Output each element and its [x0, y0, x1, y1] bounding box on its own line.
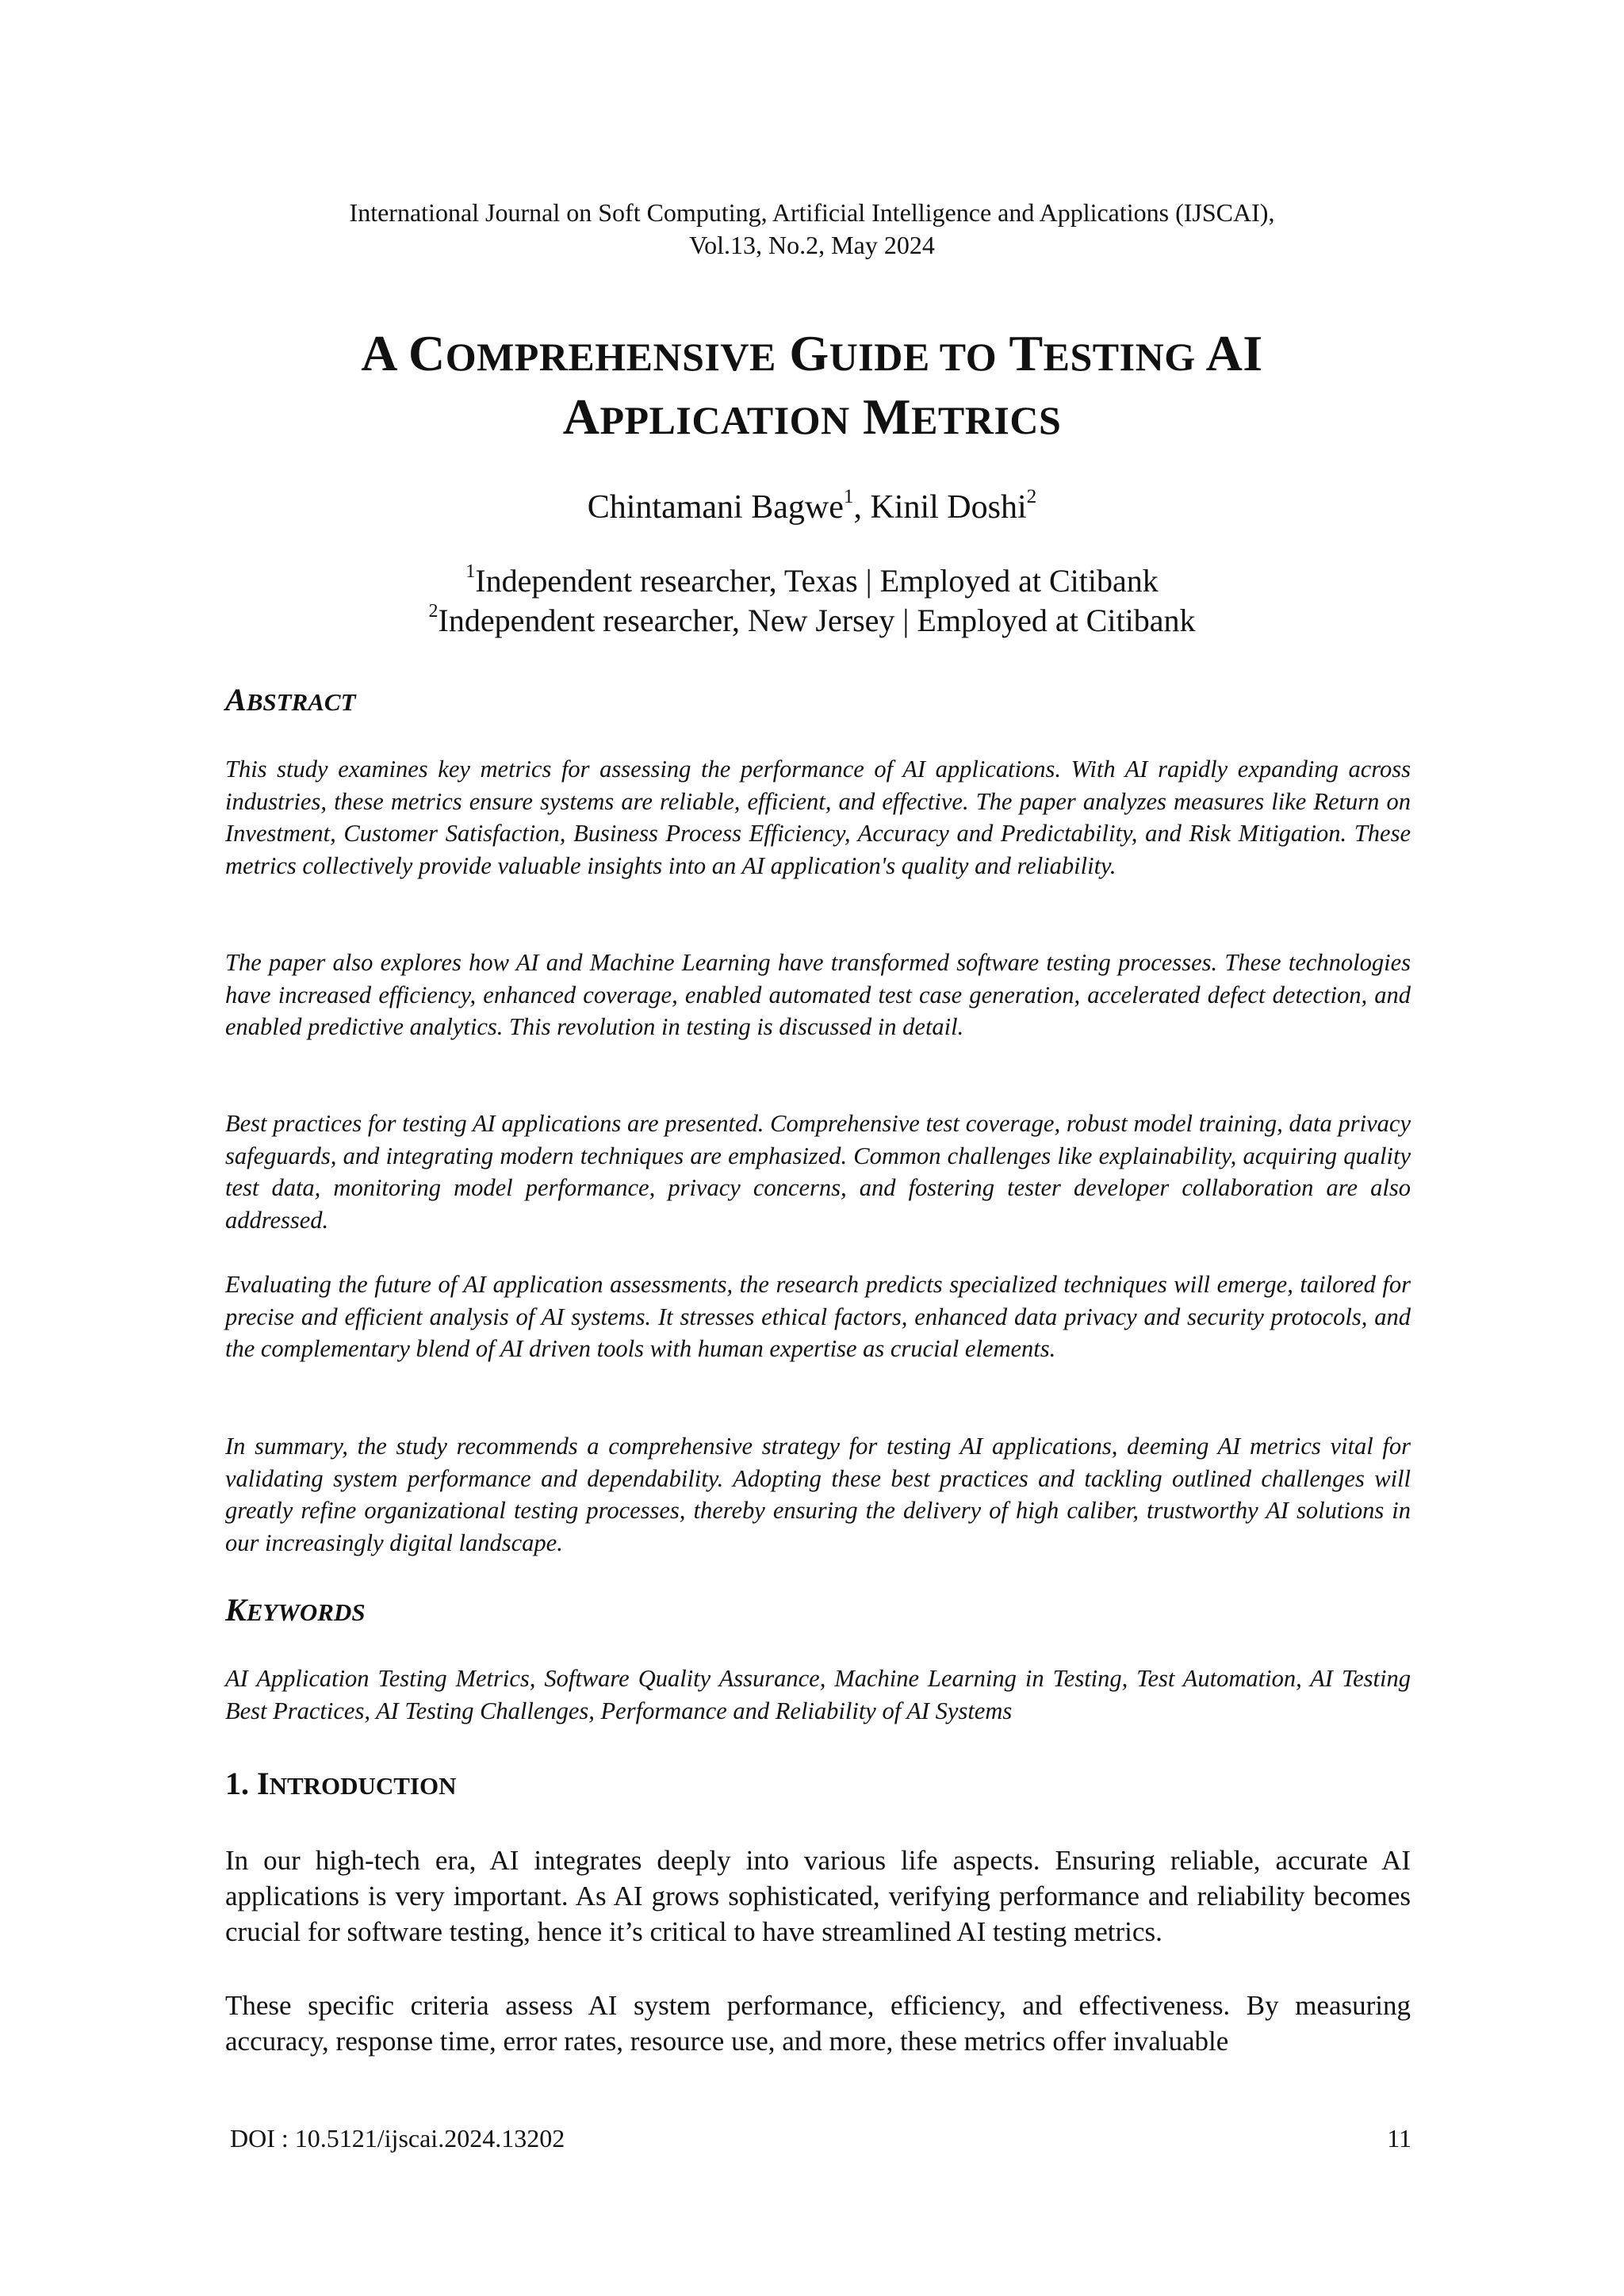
abstract-paragraph: In summary, the study recommends a comprehensive strategy for testing AI applications, deeming AI metrics vital for validating system performance and dependability. Adopting these best practices and tackling outlined challenges will greatly refine organizational testing processes, thereby ensuring the delivery of high caliber, trustworthy AI solutions in our increasingly digital landscape.: [225, 1433, 1411, 1556]
affiliation-line: $^1$Independent researcher, Texas | Employed at Citibank: [465, 561, 1159, 599]
introduction-paragraph: These specific criteria assess AI system performance, efficiency, and effectiveness. By measuring accuracy, response time, error rates, resource use, and more, these metrics offer invaluable: [225, 1990, 1411, 2057]
author-name: Kinil Doshi: [870, 489, 1027, 526]
abstract-heading: ABSTRACT: [225, 682, 356, 718]
author-list: Chintamani Bagwe$^1$, Kinil Doshi$^2$: [587, 486, 1037, 526]
keywords-text: AI Application Testing Metrics, Software Quality Assurance, Machine Learning in Testing, Test Automation, AI Testing Best Practices, AI Testing Challenges, Performance and Reliability of AI Systems: [225, 1665, 1411, 1724]
abstract-paragraph: The paper also explores how AI and Machine Learning have transformed software testing processes. These technologies have increased efficiency, enhanced coverage, enabled automated test case generation, accelerated defect detection, and enabled predictive analytics. This revolution in testing is discussed in detail.: [225, 949, 1411, 1041]
affiliation-line: $^2$Independent researcher, New Jersey | Employed at Citibank: [428, 601, 1196, 638]
journal-header-line2: Vol.13, No.2, May 2024: [689, 231, 935, 259]
paper-title-line2: APPLICATION METRICS: [562, 388, 1062, 445]
affiliation-mark: 1: [843, 486, 854, 508]
abstract-paragraph: Best practices for testing AI applications are presented. Comprehensive test coverage, robust model training, data privacy safeguards, and integrating modern techniques are emphasized. Common challenges like explainability, acquiring quality test data, monitoring model performance, privacy concerns, and fostering tester developer collaboration are also addressed.: [225, 1110, 1411, 1234]
abstract-paragraph: Evaluating the future of AI application assessments, the research predicts specialized techniques will emerge, tailored for precise and efficient analysis of AI systems. It stresses ethical factors, enhanced data privacy and security protocols, and the complementary blend of AI driven tools with human expertise as crucial elements.: [225, 1271, 1411, 1363]
introduction-paragraph: In our high-tech era, AI integrates deeply into various life aspects. Ensuring reliable, accurate AI applications is very important. As AI grows sophisticated, verifying performance and reliability becomes crucial for software testing, hence it’s critical to have streamlined AI testing metrics.: [225, 1845, 1411, 1947]
paper-title-line1: A COMPREHENSIVE GUIDE TO TESTING AI: [361, 325, 1263, 381]
introduction-heading: 1. INTRODUCTION: [225, 1766, 457, 1801]
keywords-heading: KEYWORDS: [225, 1592, 366, 1628]
affiliation-mark: 2: [1026, 486, 1037, 508]
journal-header-line1: International Journal on Soft Computing, Artificial Intelligence and Applications (IJSCAI),: [349, 198, 1275, 227]
abstract-paragraph: This study examines key metrics for assessing the performance of AI applications. With AI rapidly expanding across industries, these metrics ensure systems are reliable, efficient, and effective. The paper analyzes measures like Return on Investment, Customer Satisfaction, Business Process Efficiency, Accuracy and Predictability, and Risk Mitigation. These metrics collectively provide valuable insights into an AI application's quality and reliability.: [225, 756, 1411, 879]
doi-footer: DOI : 10.5121/ijscai.2024.13202: [230, 2124, 565, 2152]
page-number: 11: [1387, 2124, 1411, 2152]
author-name: Chintamani Bagwe: [587, 489, 844, 526]
